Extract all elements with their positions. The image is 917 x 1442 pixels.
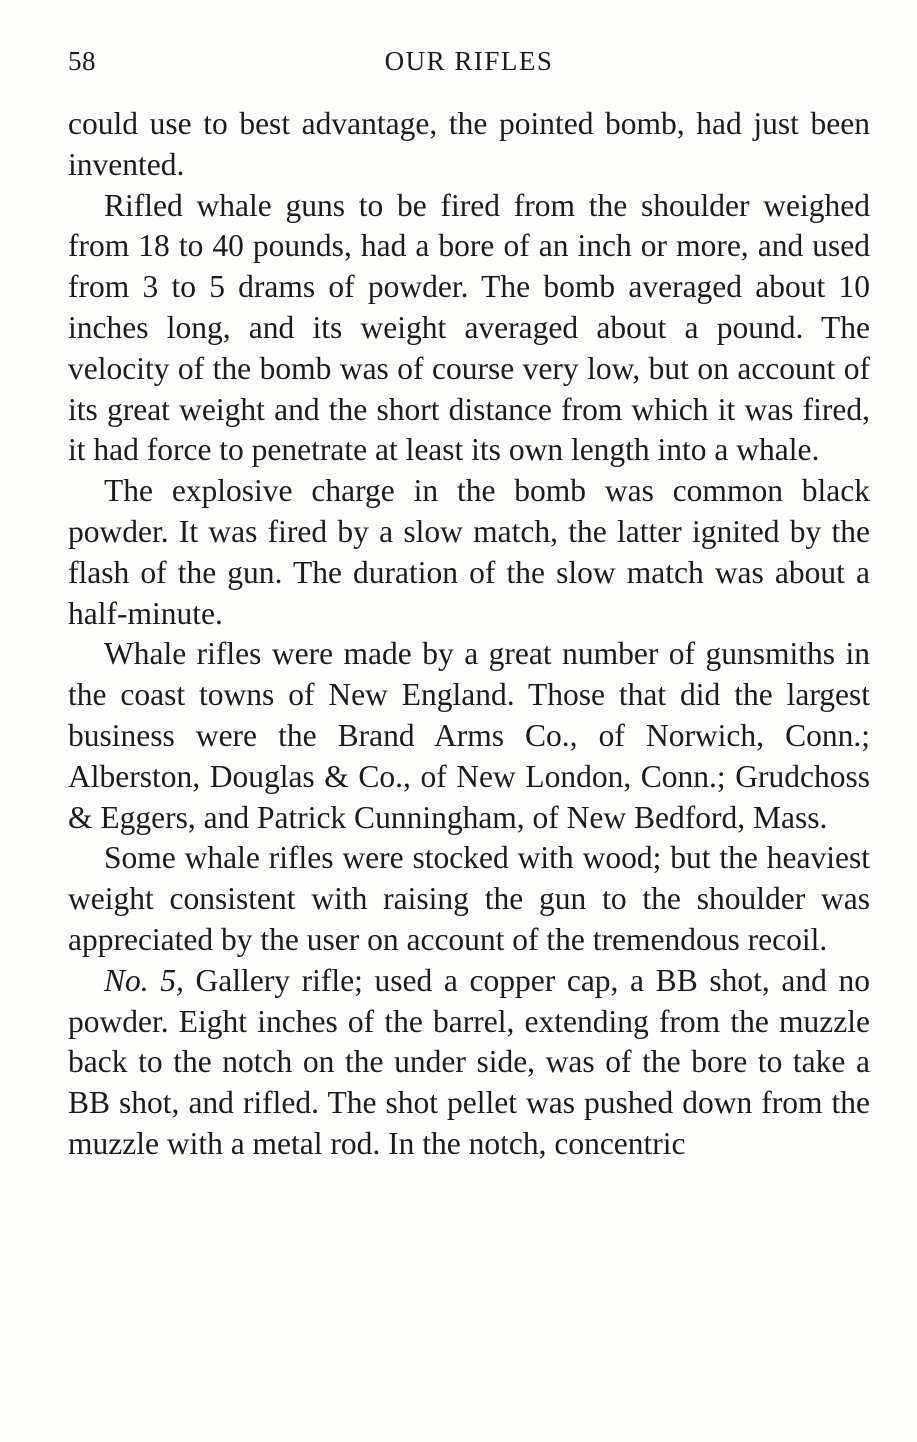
running-head: OUR RIFLES (384, 46, 554, 76)
paragraph: The explosive charge in the bomb was common black powder. It was fired by a slow match, the latter ignited by the flash of the gun. The duration of the slow match was about a half-minute. (68, 473, 870, 631)
body-text (68, 104, 870, 1165)
paragraph (68, 961, 870, 1165)
paragraph-text: Gallery rifle; used a copper cap, a BB shot, and no powder. Eight inches of the barrel, extending from the muzzle back to the notch on the under side, was of the bore to take a BB shot, and rifled. The shot pellet was pushed down from the muzzle with a metal rod. In the notch, concentric (68, 962, 870, 1161)
page-number: 58 (68, 46, 96, 76)
paragraph: Some whale rifles were stocked with wood; but the heaviest weight consistent with raising the gun to the shoulder was appreciated by the user on account of the tremendous recoil. (68, 840, 870, 957)
paragraph: Rifled whale guns to be fired from the shoulder weighed from 18 to 40 pounds, had a bore of an inch or more, and used from 3 to 5 drams of powder. The bomb averaged about 10 inches long, and its weight averaged about a pound. The velocity of the bomb was of course very low, but on account of its great weight and the short distance from which it was fired, it had force to penetrate at least its own length into a whale. (68, 187, 870, 468)
paragraph: could use to best advantage, the pointed bomb, had just been invented. (68, 106, 870, 182)
paragraph: Whale rifles were made by a great number of gunsmiths in the coast towns of New England. Those that did the largest business were the Brand Arms Co., of Norwich, Conn.; Alberston, Douglas & Co., of New London, Conn.; Grudchoss & Eggers, and Patrick Cunningham, of New Bedford, Mass. (68, 636, 870, 835)
item-label: No. 5, (104, 962, 184, 998)
page-header (68, 46, 870, 82)
